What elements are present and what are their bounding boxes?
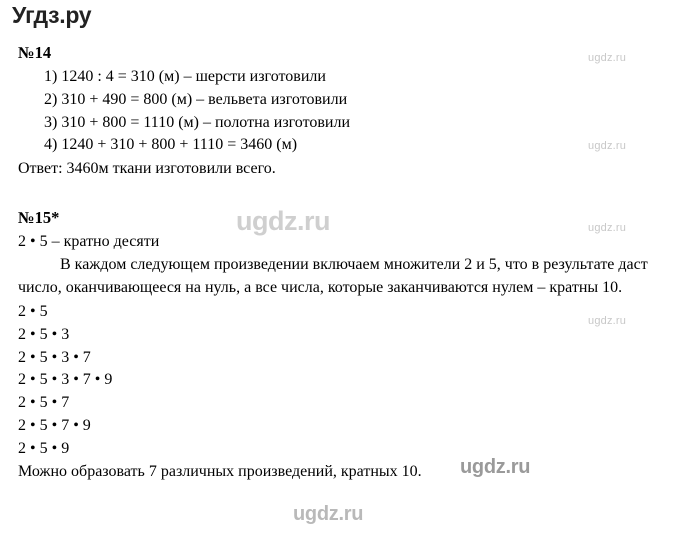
watermark-right-4: ugdz.ru <box>588 315 627 327</box>
task-14-step: 4) 1240 + 310 + 800 + 1110 = 3460 (м) <box>44 136 298 154</box>
watermark-mid-right: ugdz.ru <box>588 140 627 152</box>
task-15-expression: 2 • 5 • 3 <box>18 326 70 343</box>
document-content <box>18 42 658 484</box>
task-15-expression: 2 • 5 • 9 <box>18 439 70 457</box>
task-15-condition: 2 • 5 – кратно десяти <box>18 233 160 251</box>
task-14-steps <box>18 66 658 157</box>
task-15-expression: 2 • 5 • 7 <box>18 394 70 412</box>
task-14-step: 1) 1240 : 4 = 310 (м) – шерсти изготовили <box>44 68 326 86</box>
task-15-expression: 2 • 5 <box>18 303 48 321</box>
task-15-expressions <box>18 301 658 460</box>
task-number-15: №15* <box>18 207 60 227</box>
watermark-center: ugdz.ru <box>236 206 330 236</box>
task-15-explanation: В каждом следующем произведении включаем множители 2 и 5, что в результате даст число, оканчивающееся на нуль, а все числа, которые заканчиваются нулем – кратны 10. <box>18 255 648 296</box>
task-15-closing: Можно образовать 7 различных произведений, кратных 10. <box>18 463 422 481</box>
task-14-answer: Ответ: 3460м ткани изготовили всего. <box>18 160 276 178</box>
task-15-expression: 2 • 5 • 3 • 7 • 9 <box>18 371 113 389</box>
task-14-step: 3) 310 + 800 = 1110 (м) – полотна изготовили <box>44 113 351 131</box>
watermark-top-right: ugdz.ru <box>588 52 627 64</box>
watermark-bottom: ugdz.ru <box>293 503 364 525</box>
task-number-14: №14 <box>18 43 52 62</box>
watermark-lower: ugdz.ru <box>460 456 531 478</box>
watermark-right-3: ugdz.ru <box>588 222 627 234</box>
site-logo: Угдз.ру <box>12 2 92 28</box>
task-15-expression: 2 • 5 • 7 • 9 <box>18 416 91 434</box>
task-15-expression: 2 • 5 • 3 • 7 <box>18 348 91 366</box>
task-14-step: 2) 310 + 490 = 800 (м) – вельвета изготовили <box>44 90 348 108</box>
